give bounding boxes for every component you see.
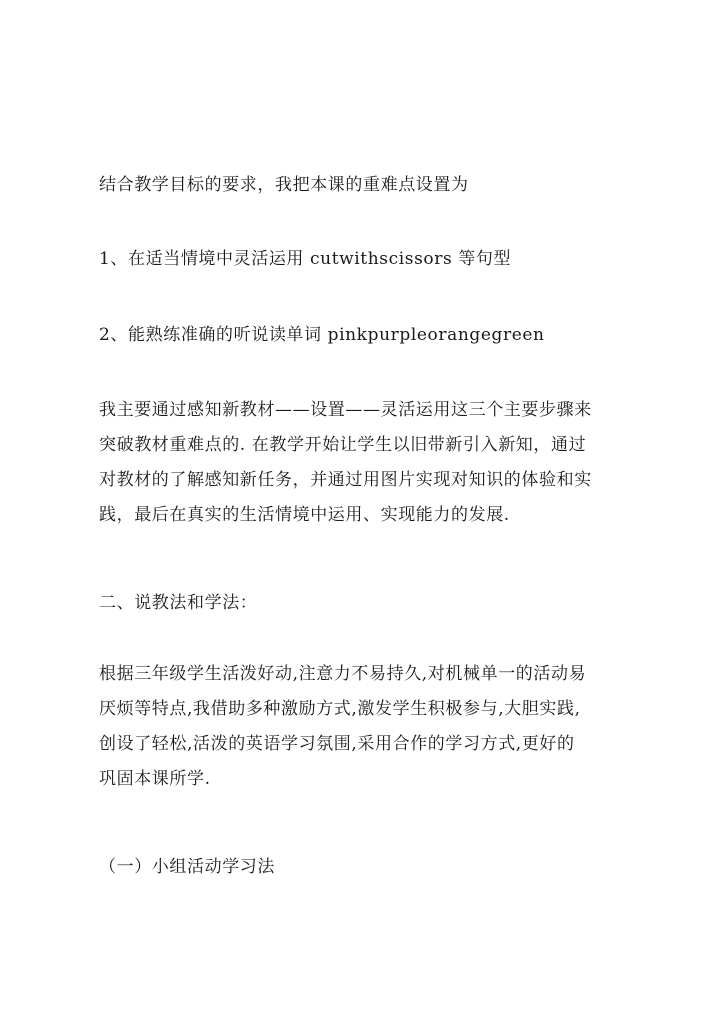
text-line: 创设了轻松,活泼的英语学习氛围,采用合作的学习方式,更好的 (99, 734, 575, 754)
text-line: 践，最后在真实的生活情境中运用、实现能力的发展. (99, 505, 510, 525)
text-line: 突破教材重难点的. 在教学开始让学生以旧带新引入新知，通过 (99, 435, 587, 455)
text-line: 根据三年级学生活泼好动,注意力不易持久,对机械单一的活动易 (99, 664, 587, 684)
text-line: 巩固本课所学. (99, 769, 211, 789)
text-line: 2、能熟练准确的听说读单词 pinkpurpleorangegreen (99, 325, 545, 345)
paragraph-key-points-intro (99, 168, 659, 203)
text-line: 结合教学目标的要求，我把本课的重难点设置为 (99, 175, 469, 195)
section-heading-methods (99, 586, 659, 621)
paragraph-point-1 (99, 242, 659, 277)
paragraph-steps (99, 393, 659, 533)
text-line: （一）小组活动学习法 (99, 857, 275, 877)
text-line: 厌烦等特点,我借助多种激励方式,激发学生积极参与,大胆实践, (99, 699, 581, 719)
text-line: 二、说教法和学法： (99, 593, 258, 613)
paragraph-methods (99, 657, 659, 797)
text-line: 我主要通过感知新教材——设置——灵活运用这三个主要步骤来 (99, 400, 592, 420)
subsection-heading-group-activity (99, 850, 659, 885)
text-line: 对教材的了解感知新任务，并通过用图片实现对知识的体验和实 (99, 470, 592, 490)
paragraph-point-2 (99, 318, 659, 353)
text-line: 1、在适当情境中灵活运用 cutwithscissors 等句型 (99, 249, 512, 269)
